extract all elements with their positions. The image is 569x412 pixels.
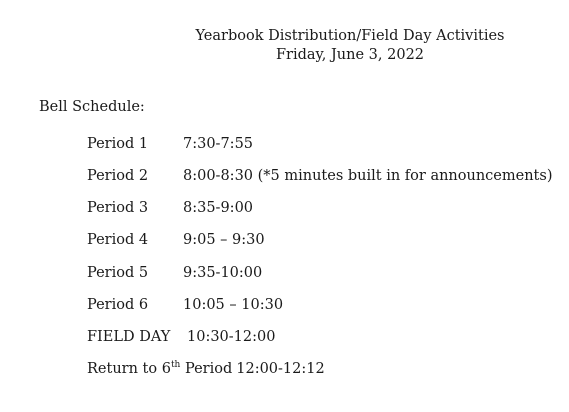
period-time: 10:05 – 10:30 [183,297,284,313]
period-name: Period 3 [87,200,149,216]
period-name: Period 2 [87,168,149,184]
period-time: 9:05 – 9:30 [183,232,265,248]
schedule-row-field-day [87,329,275,345]
return-suffix: Period [180,361,233,377]
schedule-row [87,200,253,216]
period-time: 7:30-7:55 [183,136,254,152]
schedule-row [87,168,552,184]
schedule-row [87,232,265,248]
period-time: 8:35-9:00 [183,200,254,216]
period-name: Period 4 [87,232,149,248]
bell-schedule-label: Bell Schedule: [39,99,145,115]
period-time: 9:35-10:00 [183,265,263,281]
period-time: 10:30-12:00 [187,329,276,345]
period-name: Period 1 [87,136,149,152]
schedule-row-return [87,361,325,377]
document-date: Friday, June 3, 2022 [275,47,425,63]
period-time: 12:00-12:12 [236,361,325,377]
period-name [87,361,232,377]
return-prefix: Return to 6 [87,361,171,377]
period-time: 8:00-8:30 (*5 minutes built in for announcements) [183,168,553,184]
ordinal-suffix: th [170,360,181,371]
document-title: Yearbook Distribution/Field Day Activities [195,28,505,44]
schedule-row [87,297,283,313]
period-name: Period 6 [87,297,149,313]
schedule-row [87,136,253,152]
period-name: FIELD DAY [87,329,171,345]
schedule-row [87,265,262,281]
period-name: Period 5 [87,265,149,281]
